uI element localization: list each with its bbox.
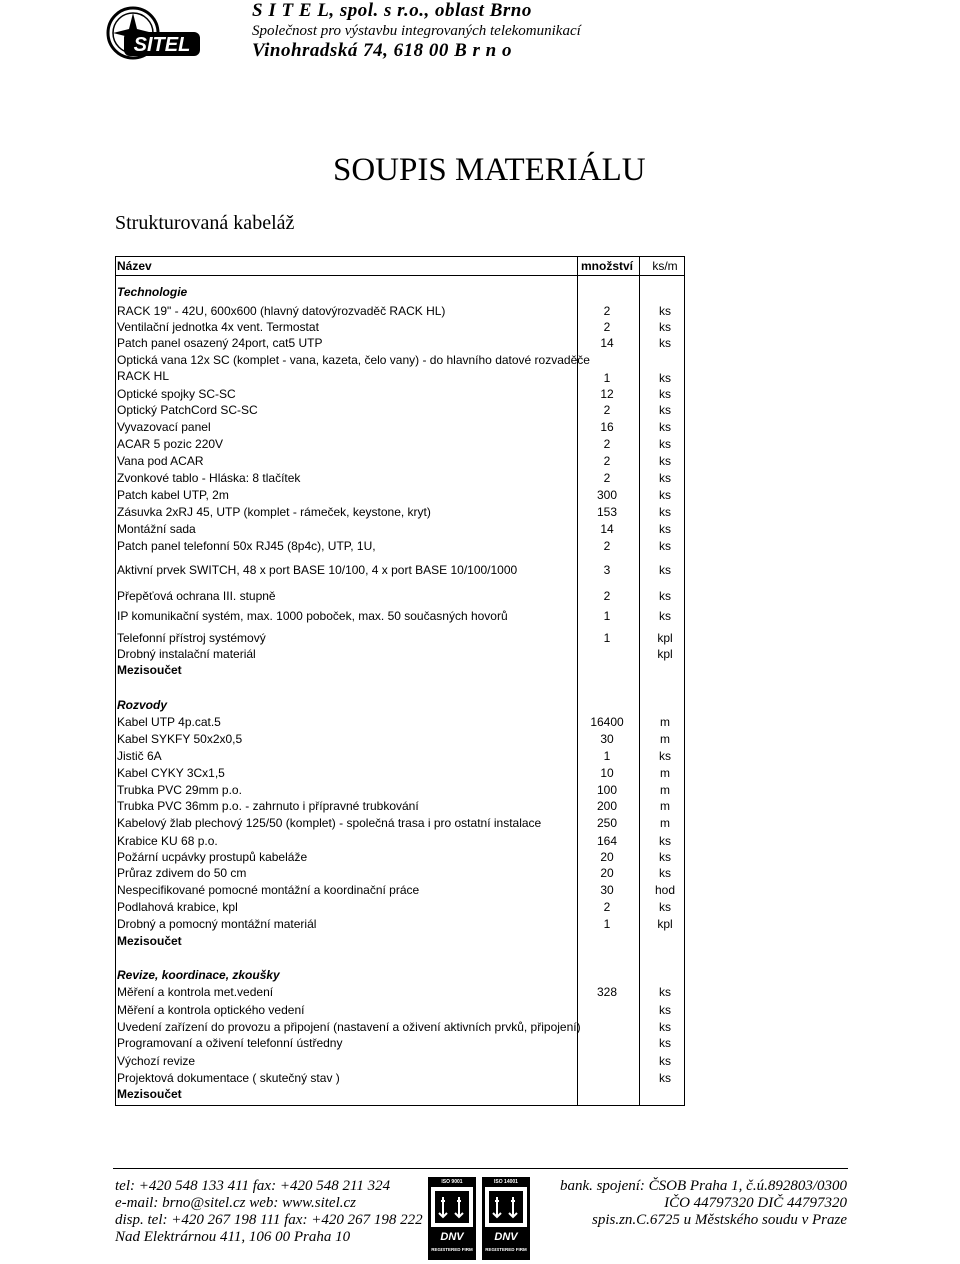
item-qty: 164 [596,834,618,848]
item-qty: 328 [596,985,618,999]
item-qty: 14 [600,336,614,350]
item-name: Vyvazovací panel [117,420,211,434]
item-qty: 2 [603,589,611,603]
item-name: Vana pod ACAR [117,454,204,468]
item-unit: ks [659,437,671,451]
cert-brand: DNV [440,1231,464,1243]
item-name: Drobný instalační materiál [117,647,256,661]
item-name: Kabelový žlab plechový 125/50 (komplet) - společná trasa i pro ostatní instalace [117,816,542,830]
item-unit: m [660,732,670,746]
item-unit: m [660,766,670,780]
item-name: Kabel CYKY 3Cx1,5 [117,766,225,780]
footer-address: Nad Elektrárnou 411, 106 00 Praha 10 [115,1229,351,1245]
item-name: RACK HL [117,369,170,383]
item-unit: ks [659,387,671,401]
cert-label: REGISTERED FIRM [431,1247,473,1252]
column-divider [639,256,640,1106]
footer-email: e-mail: brno@sitel.cz web: www.sitel.cz [115,1195,356,1211]
item-unit: ks [659,336,671,350]
item-name: Projektová dokumentace ( skutečný stav ) [117,1071,340,1085]
item-qty: 2 [603,454,611,468]
item-unit: ks [659,1036,671,1050]
item-qty: 2 [603,320,611,334]
item-name: Programovaní a oživení telefonní ústředny [117,1036,343,1050]
footer-contacts [115,1178,423,1246]
subtotal-label: Mezisoučet [117,663,182,677]
item-name: Uvedení zařízení do provozu a připojení (nastavení a oživení aktivních prvků, připojení) [117,1020,581,1034]
item-qty: 1 [603,749,611,763]
item-name: Kabel SYKFY 50x2x0,5 [117,732,243,746]
item-qty: 2 [603,539,611,553]
item-unit: ks [659,850,671,864]
item-qty: 30 [600,883,614,897]
subtotal-label: Mezisoučet [117,1087,182,1101]
item-unit: m [660,816,670,830]
item-name: Přepěťová ochrana III. stupně [117,589,276,603]
item-unit: m [660,783,670,797]
company-name: S I T E L, spol. s r.o., oblast Brno [252,0,532,21]
item-qty: 3 [603,563,611,577]
item-qty: 16400 [590,715,624,729]
item-qty: 20 [600,850,614,864]
logo-text: SITEL [133,34,191,56]
item-unit: ks [659,1071,671,1085]
item-name: Průraz zdivem do 50 cm [117,866,247,880]
item-name: Trubka PVC 36mm p.o. - zahrnuto i přípravné trubkování [117,799,419,813]
item-name: Trubka PVC 29mm p.o. [117,783,242,797]
cert-label: REGISTERED FIRM [485,1247,527,1252]
subtotal-label: Mezisoučet [117,934,182,948]
item-unit: hod [654,883,676,897]
item-qty: 20 [600,866,614,880]
header-unit: ks/m [652,259,678,273]
item-qty: 300 [596,488,618,502]
item-qty: 250 [596,816,618,830]
item-unit: ks [659,505,671,519]
item-unit: kpl [657,647,673,661]
item-qty: 1 [603,371,611,385]
item-qty: 14 [600,522,614,536]
item-unit: m [660,715,670,729]
company-address: Vinohradská 74, 618 00 B r n o [252,40,512,61]
item-unit: ks [659,522,671,536]
item-name: Montážní sada [117,522,196,536]
item-unit: ks [659,900,671,914]
item-unit: ks [659,1003,671,1017]
item-unit: ks [659,985,671,999]
item-qty: 2 [603,437,611,451]
item-qty: 200 [596,799,618,813]
item-qty: 100 [596,783,618,797]
header-name: Název [117,259,152,273]
item-unit: ks [659,749,671,763]
sitel-logo [104,4,202,62]
item-name: RACK 19" - 42U, 600x600 (hlavný datovýrozvaděč RACK HL) [117,304,446,318]
item-unit: ks [659,320,671,334]
item-qty: 2 [603,900,611,914]
item-unit: ks [659,371,671,385]
item-name: ACAR 5 pozic 220V [117,437,224,451]
header-divider [115,275,685,276]
item-name: Patch kabel UTP, 2m [117,488,229,502]
item-name: Drobný a pomocný montážní materiál [117,917,317,931]
item-name: Zásuvka 2xRJ 45, UTP (komplet - rámeček, keystone, kryt) [117,505,431,519]
item-name: Optická vana 12x SC (komplet - vana, kazeta, čelo vany) - do hlavního datové rozvaděče [117,353,590,367]
item-qty: 1 [603,917,611,931]
item-name: Patch panel telefonní 50x RJ45 (8p4c), UTP, 1U, [117,539,376,553]
item-name: Nespecifikované pomocné montážní a koordinační práce [117,883,420,897]
header-quantity: množství [580,259,633,273]
item-unit: ks [659,471,671,485]
company-header [252,0,581,62]
item-qty: 10 [600,766,614,780]
item-unit: ks [659,866,671,880]
item-unit: ks [659,488,671,502]
document-title: SOUPIS MATERIÁLU [333,152,646,188]
material-table [115,256,685,1106]
item-qty: 30 [600,732,614,746]
item-unit: ks [659,834,671,848]
item-qty: 16 [600,420,614,434]
item-name: Optické spojky SC-SC [117,387,236,401]
footer-registry: spis.zn.C.6725 u Městského soudu v Praze [592,1212,847,1228]
cert-emblem-icon [431,1187,473,1227]
footer-ico: IČO 44797320 DIČ 44797320 [664,1195,847,1211]
item-qty: 12 [600,387,614,401]
cert-code: ISO 9001 [441,1179,463,1185]
item-name: Podlahová krabice, kpl [117,900,238,914]
item-name: Optický PatchCord SC-SC [117,403,258,417]
item-qty: 1 [603,609,611,623]
item-qty: 153 [596,505,618,519]
iso-9001-certificate [428,1177,476,1260]
item-unit: ks [659,420,671,434]
item-unit: ks [659,1054,671,1068]
footer-divider [113,1168,848,1169]
item-unit: ks [659,403,671,417]
item-unit: kpl [657,917,673,931]
item-unit: ks [659,304,671,318]
section-title: Strukturovaná kabeláž [115,212,295,234]
item-unit: m [660,799,670,813]
item-name: IP komunikační systém, max. 1000 poboček, max. 50 současných hovorů [117,609,508,623]
item-qty: 2 [603,471,611,485]
cert-brand: DNV [494,1231,518,1243]
item-unit: ks [659,454,671,468]
item-qty: 2 [603,304,611,318]
footer-company-info [560,1178,847,1229]
item-name: Patch panel osazený 24port, cat5 UTP [117,336,323,350]
item-name: Požární ucpávky prostupů kabeláže [117,850,308,864]
company-subtitle: Společnost pro výstavbu integrovaných telekomunikací [252,23,581,39]
item-name: Ventilační jednotka 4x vent. Termostat [117,320,319,334]
group-title: Revize, koordinace, zkoušky [117,968,280,982]
group-title: Technologie [117,285,188,299]
item-name: Měření a kontrola optického vedení [117,1003,305,1017]
item-name: Zvonkové tablo - Hláska: 8 tlačítek [117,471,301,485]
item-unit: ks [659,563,671,577]
item-name: Telefonní přístroj systémový [117,631,266,645]
item-name: Výchozí revize [117,1054,196,1068]
item-unit: ks [659,1020,671,1034]
footer-dispatch: disp. tel: +420 267 198 111 fax: +420 267 198 222 [115,1212,423,1228]
group-title: Rozvody [117,698,168,712]
item-unit: ks [659,539,671,553]
item-unit: ks [659,589,671,603]
item-unit: kpl [657,631,673,645]
item-qty: 1 [603,631,611,645]
footer-bank: bank. spojení: ČSOB Praha 1, č.ú.892803/0300 [559,1178,847,1194]
item-unit: ks [659,609,671,623]
cert-emblem-icon [485,1187,527,1227]
item-name: Jistič 6A [117,749,162,763]
item-name: Aktivní prvek SWITCH, 48 x port BASE 10/100, 4 x port BASE 10/100/1000 [117,563,518,577]
item-name: Měření a kontrola met.vedení [117,985,274,999]
footer-phone: tel: +420 548 133 411 fax: +420 548 211 324 [115,1178,391,1194]
item-name: Kabel UTP 4p.cat.5 [117,715,221,729]
item-name: Krabice KU 68 p.o. [117,834,218,848]
cert-code: ISO 14001 [494,1179,518,1185]
iso-14001-certificate [482,1177,530,1260]
item-qty: 2 [603,403,611,417]
